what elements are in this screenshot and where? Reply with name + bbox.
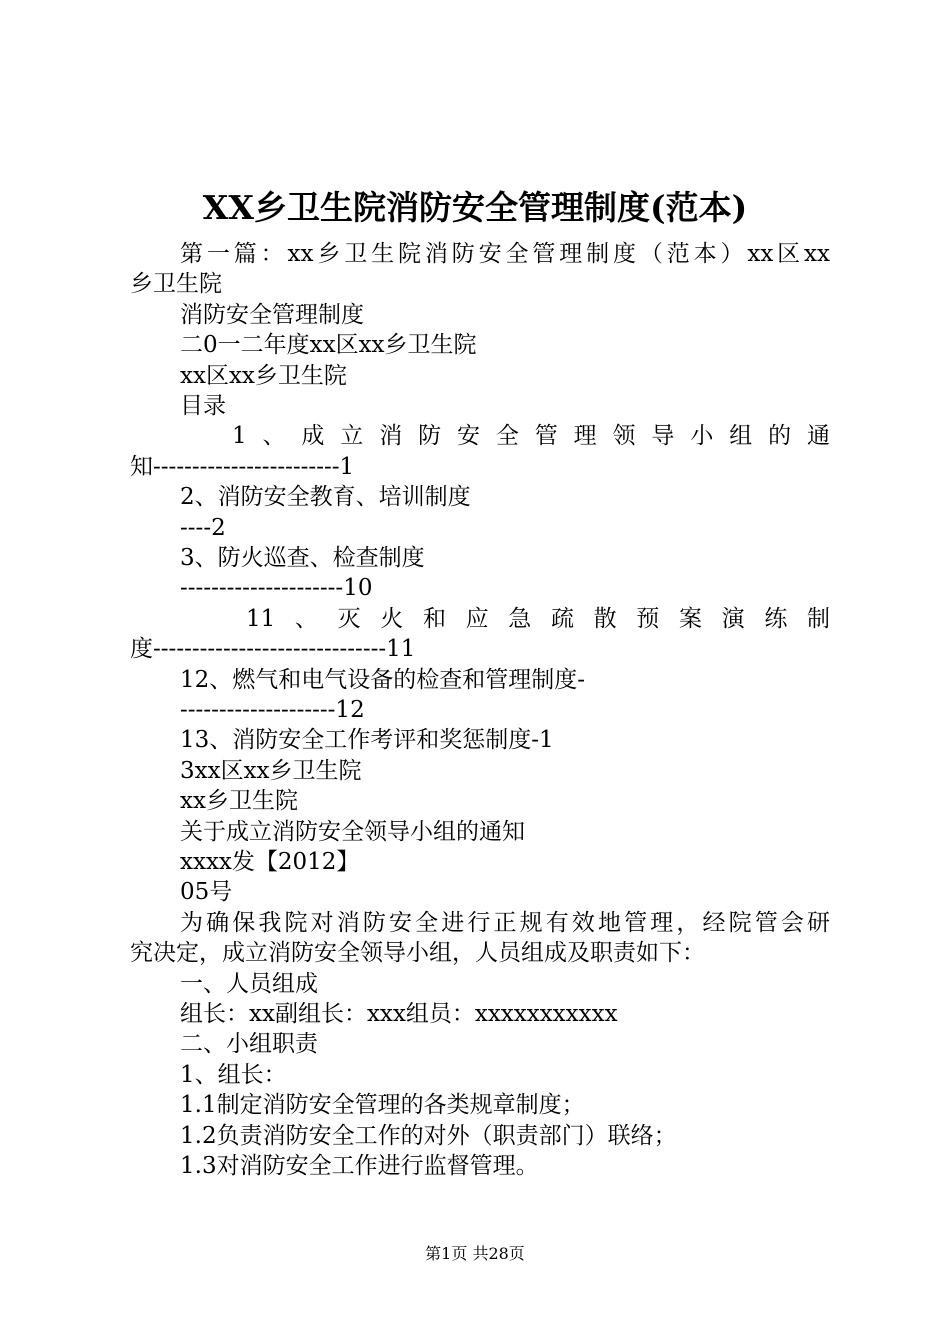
paragraph-line-1: 为确保我院对消防安全进行正规有效地管理，经院管会研 — [180, 910, 830, 936]
toc-item-12: 12、燃气和电气设备的检查和管理制度- — [180, 667, 586, 693]
text-line-6: 目录 — [180, 393, 226, 419]
toc-item-1: 1、成立消防安全管理领导小组的通 — [232, 423, 830, 449]
text-line-4: 二0一二年度xx区xx乡卫生院 — [180, 332, 477, 358]
document-number-suffix: 05号 — [180, 879, 233, 905]
text-line-18: 3xx区xx乡卫生院 — [180, 758, 362, 784]
page-footer: 第1页 共28页 — [425, 1244, 525, 1263]
text-line-3: 消防安全管理制度 — [180, 302, 364, 328]
document-title: XX乡卫生院消防安全管理制度(范本) — [202, 188, 748, 227]
text-line-1: 第一篇：xx乡卫生院消防安全管理制度（范本）xx区xx — [180, 241, 830, 267]
toc-item-1-page: 知------------------------1 — [130, 454, 355, 480]
duty-item-1-2: 1.2负责消防安全工作的对外（职责部门）联络； — [180, 1123, 677, 1149]
duty-item-1-1: 1.1制定消防安全管理的各类规章制度； — [180, 1092, 585, 1118]
toc-item-3-page: ---------------------10 — [180, 575, 373, 601]
notice-title: 关于成立消防安全领导小组的通知 — [180, 819, 525, 845]
text-line-19: xx乡卫生院 — [180, 788, 298, 814]
duty-heading-leader: 1、组长： — [180, 1062, 287, 1088]
members-line: 组长：xx副组长：xxx组员：xxxxxxxxxxx — [180, 1001, 618, 1027]
section-heading-duties: 二、小组职责 — [180, 1031, 318, 1057]
toc-item-12-page: --------------------12 — [180, 697, 365, 723]
text-line-5: xx区xx乡卫生院 — [180, 363, 347, 389]
toc-item-11-page: 度------------------------------11 — [130, 636, 416, 662]
duty-item-1-3: 1.3对消防安全工作进行监督管理。 — [180, 1153, 539, 1179]
paragraph-line-2: 究决定，成立消防安全领导小组，人员组成及职责如下： — [130, 940, 705, 966]
toc-item-13: 13、消防安全工作考评和奖惩制度-1 — [180, 727, 554, 753]
section-heading-members: 一、人员组成 — [180, 971, 318, 997]
document-number: xxxx发【2012】 — [180, 849, 360, 875]
text-line-2: 乡卫生院 — [130, 271, 222, 297]
toc-item-2: 2、消防安全教育、培训制度 — [180, 484, 471, 510]
toc-item-11: 11、灭火和应急疏散预案演练制 — [246, 606, 830, 632]
toc-item-2-page: ----2 — [180, 515, 226, 541]
toc-item-3: 3、防火巡查、检查制度 — [180, 545, 425, 571]
